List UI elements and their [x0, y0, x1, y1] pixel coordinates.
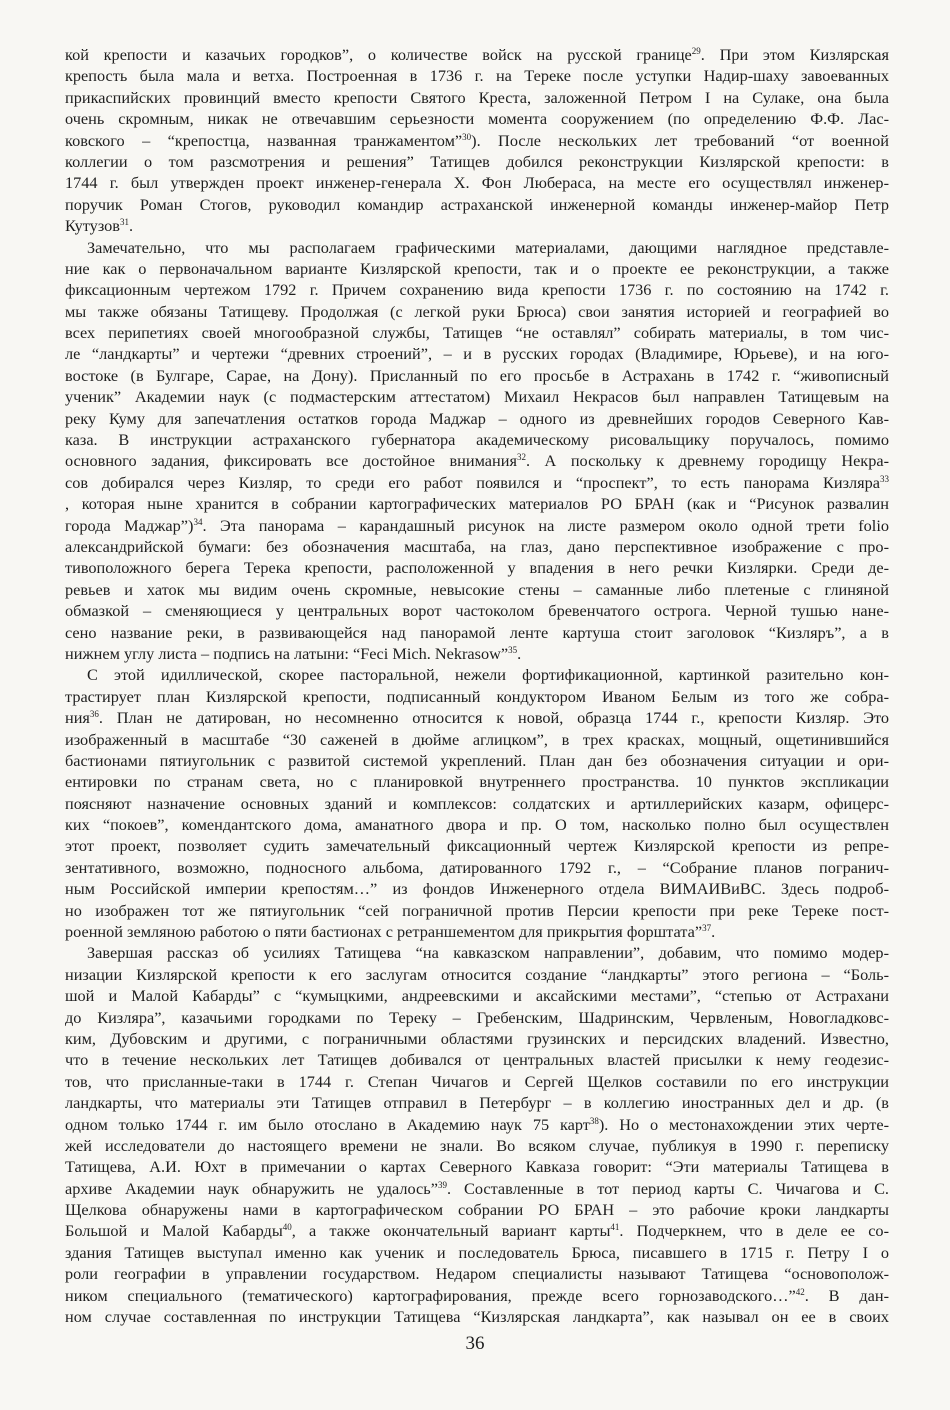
text-line: [65, 515, 889, 536]
text-line: [65, 985, 889, 1006]
text-line: [65, 600, 889, 621]
text-line: [65, 408, 889, 429]
text-line: [65, 664, 889, 685]
text-line: [65, 44, 889, 65]
text-segment: ученик” Академии наук (с подмастерским аттестатом) Михаил Некрасов был направлен Татищевым на: [65, 387, 889, 407]
text-line: [65, 172, 889, 193]
text-segment: . Эта панорама – карандашный рисунок на листе размером около одной трети folio: [202, 515, 889, 535]
text-line: [65, 707, 889, 728]
text-line: [65, 857, 889, 878]
text-line: [65, 1156, 889, 1177]
footnote-reference: 30: [462, 131, 472, 142]
text-segment: александрийской бумаги: без обозначения масштаба, на глаз, дано перспективное изображение с про-: [65, 536, 889, 556]
footnote-reference: 42: [795, 1286, 805, 1297]
text-segment: коллегии о том разсмотрения и решения” Татищев добился реконструкции Кизлярской крепости: в: [65, 151, 889, 171]
text-segment: .: [128, 216, 134, 236]
text-line: [65, 1135, 889, 1156]
text-segment: ких “покоев”, комендантского дома, аманатного двора и пр. О том, насколько полно был осуществлен: [65, 815, 889, 835]
text-line: [65, 1092, 889, 1113]
text-segment: ). После нескольких лет требований “от военной: [471, 130, 889, 150]
text-line: [65, 771, 889, 792]
text-segment: востоке (в Булгаре, Сарае, на Дону). Присланный по его просьбе в Астрахань в 1742 г. “живописный: [65, 365, 889, 385]
text-segment: Завершая рассказ об усилиях Татищева “на кавказском направлении”, добавим, что помимо модер-: [87, 943, 889, 963]
text-line: [65, 450, 889, 471]
text-segment: здания Татищев выступал именно как ученик и последователь Брюса, писавшего в 1715 г. Петру I о: [65, 1242, 889, 1262]
footnote-reference: 31: [119, 217, 129, 228]
text-segment: бастионами пятиугольник с развитой системой укреплений. План дан без обозначения ситуации и ори-: [65, 750, 889, 770]
text-line: [65, 130, 889, 151]
text-line: [65, 729, 889, 750]
text-line: [65, 921, 889, 942]
text-line: [65, 386, 889, 407]
text-line: [65, 194, 889, 215]
footnote-reference: 36: [89, 709, 99, 720]
text-line: [65, 1199, 889, 1220]
text-line: [65, 151, 889, 172]
body-text: [65, 44, 889, 1327]
text-segment: . План не датирован, но несомненно относится к новой, образца 1744 г., крепости Кизляр. Это: [98, 708, 889, 728]
text-segment: Щелкова обнаружены нами в картографическом собрании РО БРАН – это рабочие кроки ландкарты: [65, 1200, 889, 1220]
text-segment: ном случае составленная по инструкции Татищева “Кизлярская ландкарта”, как называл он ее в своих: [65, 1307, 889, 1327]
text-segment: 1744 г. был утвержден проект инженер-генерала Х. Фон Любераса, на месте его осуществлял инженер-: [65, 173, 889, 193]
text-segment: . Подчеркнем, что в деле ее со-: [619, 1221, 889, 1241]
text-segment: ником специального (тематического) картографирования, прежде всего горнозаводского…”: [65, 1285, 796, 1305]
text-segment: этот проект, позволяет судить замечательный фиксационный чертеж Кизлярской крепости из репре-: [65, 836, 889, 856]
text-segment: Татищева, А.И. Юхт в примечании о картах Северного Кавказа говорит: “Эти материалы Татищева в: [65, 1157, 889, 1177]
text-line: [65, 108, 889, 129]
text-line: [65, 1114, 889, 1135]
text-segment: . А поскольку к древнему городищу Некра-: [525, 451, 890, 471]
text-line: [65, 279, 889, 300]
text-segment: шой и Малой Кабарды” с “кумыцкими, андреевскими и аксайскими местами”, “степью от Астрахани: [65, 986, 889, 1006]
text-line: [65, 835, 889, 856]
text-segment: сов добирался через Кизляр, то среди его работ появился и “проспект”, то есть панорама Кизляра: [65, 472, 880, 492]
footnote-reference: 40: [282, 1222, 292, 1233]
text-segment: реку Куму для запечатления остатков города Маджар – одного из древнейших городов Северного Кав-: [65, 408, 889, 428]
text-segment: трастирует план Кизлярской крепости, подписанный кондуктором Иваном Белым из того же собра-: [65, 686, 889, 706]
text-segment: Замечательно, что мы располагаем графическими материалами, дающими наглядное представле-: [87, 237, 889, 257]
text-line: [65, 1028, 889, 1049]
text-line: [65, 964, 889, 985]
text-segment: архиве Академии наук обнаружить не удалось”: [65, 1178, 438, 1198]
text-line: [65, 1306, 889, 1327]
text-segment: одном только 1744 г. им было отослано в Академию наук 75 карт: [65, 1114, 590, 1134]
text-segment: Кутузов: [65, 216, 120, 236]
text-segment: мы также обязаны Татищеву. Продолжая (с легкой руки Брюса) свои занятия историей и географией во: [65, 301, 889, 321]
text-line: [65, 237, 889, 258]
text-segment: очень скромным, никак не отвечавшим серьезности момента сооружением (по определению Ф.Ф. Лас-: [65, 109, 889, 129]
text-segment: ле “ландкарты” и чертежи “древних строений”, – и в русских городах (Владимире, Юрьеве), и на юго-: [65, 344, 889, 364]
text-segment: ния: [65, 708, 90, 728]
paragraph: [65, 237, 889, 665]
text-segment: поясняют назначение основных зданий и комплексов: солдатских и артиллерийских казарм, офицерс-: [65, 793, 889, 813]
text-line: [65, 258, 889, 279]
text-line: [65, 900, 889, 921]
text-line: [65, 1178, 889, 1199]
text-segment: , которая ныне хранится в собрании картографических материалов РО БРАН (как и “Рисунок развалин: [65, 494, 889, 514]
text-segment: прикаспийских провинций вместо крепости Святого Креста, заложенной Петром I на Сулаке, она была: [65, 87, 889, 107]
text-line: [65, 579, 889, 600]
text-line: [65, 814, 889, 835]
text-segment: .: [517, 643, 522, 663]
paragraph: [65, 942, 889, 1327]
paragraph: [65, 664, 889, 942]
text-segment: ). Но о местонахождении этих черте-: [598, 1114, 889, 1134]
text-line: [65, 622, 889, 643]
text-line: [65, 365, 889, 386]
text-segment: ным Российской империи крепостям…” из фондов Инженерного отдела ВИМАИВиВС. Здесь подроб-: [65, 879, 889, 899]
text-segment: крепость была мала и ветха. Построенная в 1736 г. на Тереке после уступки Надир-шаху завоеванных: [65, 66, 889, 86]
text-line: [65, 1071, 889, 1092]
text-segment: основного задания, фиксировать все достойное внимания: [65, 451, 517, 471]
text-line: [65, 643, 889, 664]
footnote-reference: 32: [516, 452, 526, 463]
text-line: [65, 1285, 889, 1306]
text-segment: до Кизляра”, казачьими городками по Тереку – Гребенским, Шадринским, Червленым, Новогладковс-: [65, 1007, 889, 1027]
footnote-reference: 33: [880, 473, 889, 484]
text-line: [65, 65, 889, 86]
text-segment: . При этом Кизлярская: [700, 45, 889, 64]
text-line: [65, 942, 889, 963]
text-segment: изображенный в масштабе “30 саженей в дюйме аглицком”, в трех красках, мощный, ощетинившийся: [65, 729, 889, 749]
page-number: 36: [465, 1333, 485, 1354]
text-segment: ковского – “крепостца, названная транжаментом”: [65, 130, 463, 150]
text-segment: . В дан-: [804, 1285, 889, 1305]
footnote-reference: 38: [589, 1115, 599, 1126]
text-segment: ние как о первоначальном варианте Кизлярской крепости, так и о проекте ее реконструкции, а также: [65, 258, 889, 278]
footnote-reference: 29: [691, 46, 701, 56]
text-segment: тов, что присланные-таки в 1744 г. Степан Чичагов и Сергей Щелков составили по его инструкции: [65, 1071, 889, 1091]
text-line: [65, 536, 889, 557]
text-line: [65, 343, 889, 364]
text-line: [65, 1263, 889, 1284]
text-segment: ландкарты, что материалы эти Татищев отправил в Петербург – в коллегию иностранных дел и др. (в: [65, 1093, 889, 1113]
text-line: [65, 215, 889, 236]
text-segment: С этой идиллической, скорее пасторальной, нежели фортификационной, картинкой разительно кон-: [87, 665, 889, 685]
text-line: [65, 301, 889, 322]
footnote-reference: 37: [702, 923, 712, 934]
text-segment: ким, Дубовским и другими, с пограничными областями грузинских и персидских владений. Известно,: [65, 1028, 889, 1048]
footnote-reference: 34: [193, 516, 203, 527]
text-line: [65, 793, 889, 814]
text-line: [65, 472, 889, 493]
text-segment: роли географии в управлении государством. Недаром специалисты называют Татищева “основополож-: [65, 1264, 889, 1284]
text-segment: сено название реки, в развивающейся над панорамой ленте картуша стоит заголовок “Кизляръ”, а в: [65, 622, 889, 642]
text-segment: . Составленные в тот период карты С. Чичагова и С.: [446, 1178, 889, 1198]
text-segment: ревьев и хаток мы видим очень скромные, невысокие стены – саманные либо плетеные с глиняной: [65, 579, 889, 599]
text-line: [65, 493, 889, 514]
text-segment: обмазкой – сменяющиеся у центральных ворот частоколом бревенчатого острога. Черной тушью нане-: [65, 601, 889, 621]
footnote-reference: 35: [508, 644, 518, 655]
text-segment: жей исследователи до настоящего времени не знали. Во всяком случае, публикуя в 1990 г. переписку: [65, 1135, 889, 1155]
text-line: [65, 1049, 889, 1070]
text-segment: , а также окончательный вариант карты: [291, 1221, 611, 1241]
text-line: [65, 87, 889, 108]
text-segment: всех перипетиях своей многообразной службы, Татищев “не оставлял” собирать материалы, в том чис-: [65, 323, 889, 343]
paragraph: [65, 44, 889, 237]
text-segment: города Маджар”): [65, 515, 194, 535]
footnote-reference: 39: [437, 1179, 447, 1190]
text-segment: .: [711, 922, 716, 942]
text-line: [65, 1007, 889, 1028]
text-line: [65, 878, 889, 899]
text-segment: фиксационным чертежом 1792 г. Причем сохранению вида крепости 1736 г. по состоянию на 1742 г.: [65, 280, 889, 300]
text-line: [65, 686, 889, 707]
text-line: [65, 750, 889, 771]
text-segment: ентировки по странам света, но с планировкой внутреннего пространства. 10 пунктов экспликации: [65, 772, 889, 792]
text-line: [65, 1242, 889, 1263]
text-segment: каза. В инструкции астраханского губернатора академическому рисовальщику поручалось, помимо: [65, 430, 889, 450]
text-segment: низации Кизлярской крепости к его заслугам относится создание “ландкарты” этого региона – “Боль-: [65, 964, 889, 984]
text-line: [65, 429, 889, 450]
text-segment: зентативного, возможно, подносного альбома, датированного 1792 г., – “Собрание планов погранич-: [65, 857, 889, 877]
text-segment: Большой и Малой Кабарды: [65, 1221, 283, 1241]
text-segment: поручик Роман Стогов, руководил командир астраханской инженерной команды инженер-майор Петр: [65, 194, 889, 214]
text-segment: тивоположного берега Терека крепости, расположенной у впадения в него речки Кизлярки. Среди де-: [65, 558, 889, 578]
text-line: [65, 1220, 889, 1241]
text-segment: кой крепости и казачьих городков”, о количестве войск на русской границе: [65, 45, 692, 64]
text-line: [65, 557, 889, 578]
text-segment: но изображен тот же пятиугольник “сей пограничной против Персии крепости при реке Тереке пост-: [65, 900, 889, 920]
footnote-reference: 41: [610, 1222, 620, 1233]
text-segment: роенной земляною работою о пяти бастионах с ретраншементом для прикрытия форштата”: [65, 922, 703, 942]
text-line: [65, 322, 889, 343]
text-segment: нижнем углу листа – подпись на латыни: “Feci Mich. Nekrasow”: [65, 643, 509, 663]
text-segment: что в течение нескольких лет Татищев добивался от центральных властей присылки к нему геодезис-: [65, 1050, 889, 1070]
